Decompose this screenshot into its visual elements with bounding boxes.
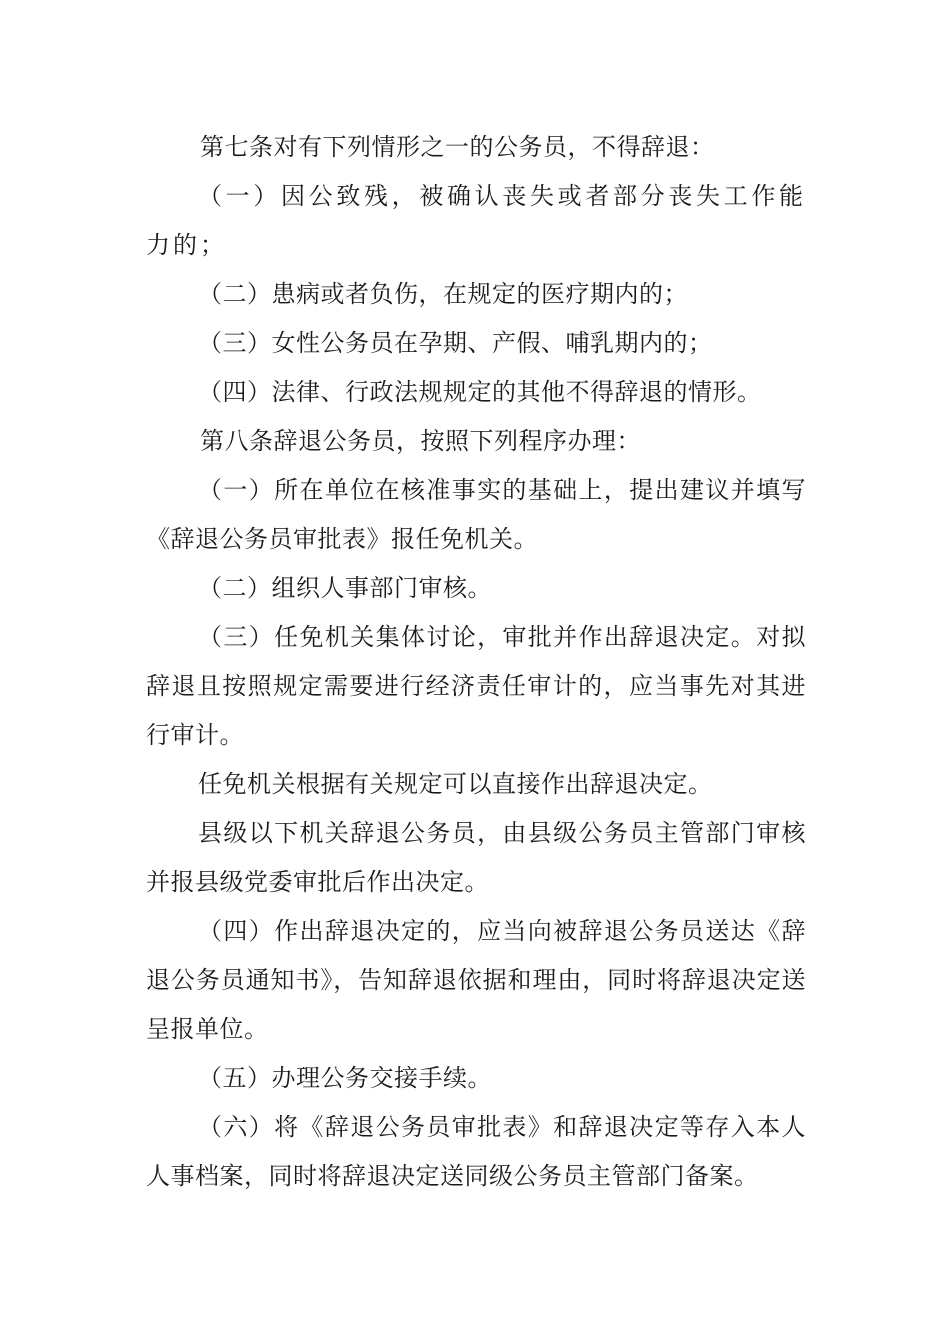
paragraph-article-7-item-2: （二）患病或者负伤，在规定的医疗期内的；: [198, 280, 688, 308]
paragraph-article-7: 第七条对有下列情形之一的公务员，不得辞退：: [200, 133, 715, 161]
paragraph-article-7-item-4: （四）法律、行政法规规定的其他不得辞退的情形。: [198, 378, 762, 406]
paragraph-article-8-item-2: （二）组织人事部门审核。: [198, 574, 492, 602]
paragraph-article-7-item-1: （一）因公致残，被确认丧失或者部分丧失工作能力的；: [146, 182, 806, 259]
paragraph-article-8-item-3: （三）任免机关集体讨论，审批并作出辞退决定。对拟辞退且按照规定需要进行经济责任审计的，应当事先对其进行审计。: [146, 623, 806, 749]
document-body: [146, 123, 806, 1201]
paragraph-article-8: 第八条辞退公务员，按照下列程序办理：: [200, 427, 641, 455]
paragraph-article-8-item-1: （一）所在单位在核准事实的基础上，提出建议并填写《辞退公务员审批表》报任免机关。: [146, 476, 806, 553]
paragraph-article-7-item-3: （三）女性公务员在孕期、产假、哺乳期内的；: [198, 329, 713, 357]
paragraph-direct-dismissal: 任免机关根据有关规定可以直接作出辞退决定。: [198, 770, 713, 798]
paragraph-article-8-item-5: （五）办理公务交接手续。: [198, 1064, 492, 1092]
paragraph-article-8-item-4: （四）作出辞退决定的，应当向被辞退公务员送达《辞退公务员通知书》，告知辞退依据和理由，同时将辞退决定送呈报单位。: [146, 917, 806, 1043]
paragraph-article-8-item-6: （六）将《辞退公务员审批表》和辞退决定等存入本人人事档案，同时将辞退决定送同级公务员主管部门备案。: [146, 1113, 806, 1190]
paragraph-county-level: 县级以下机关辞退公务员，由县级公务员主管部门审核并报县级党委审批后作出决定。: [146, 819, 806, 896]
